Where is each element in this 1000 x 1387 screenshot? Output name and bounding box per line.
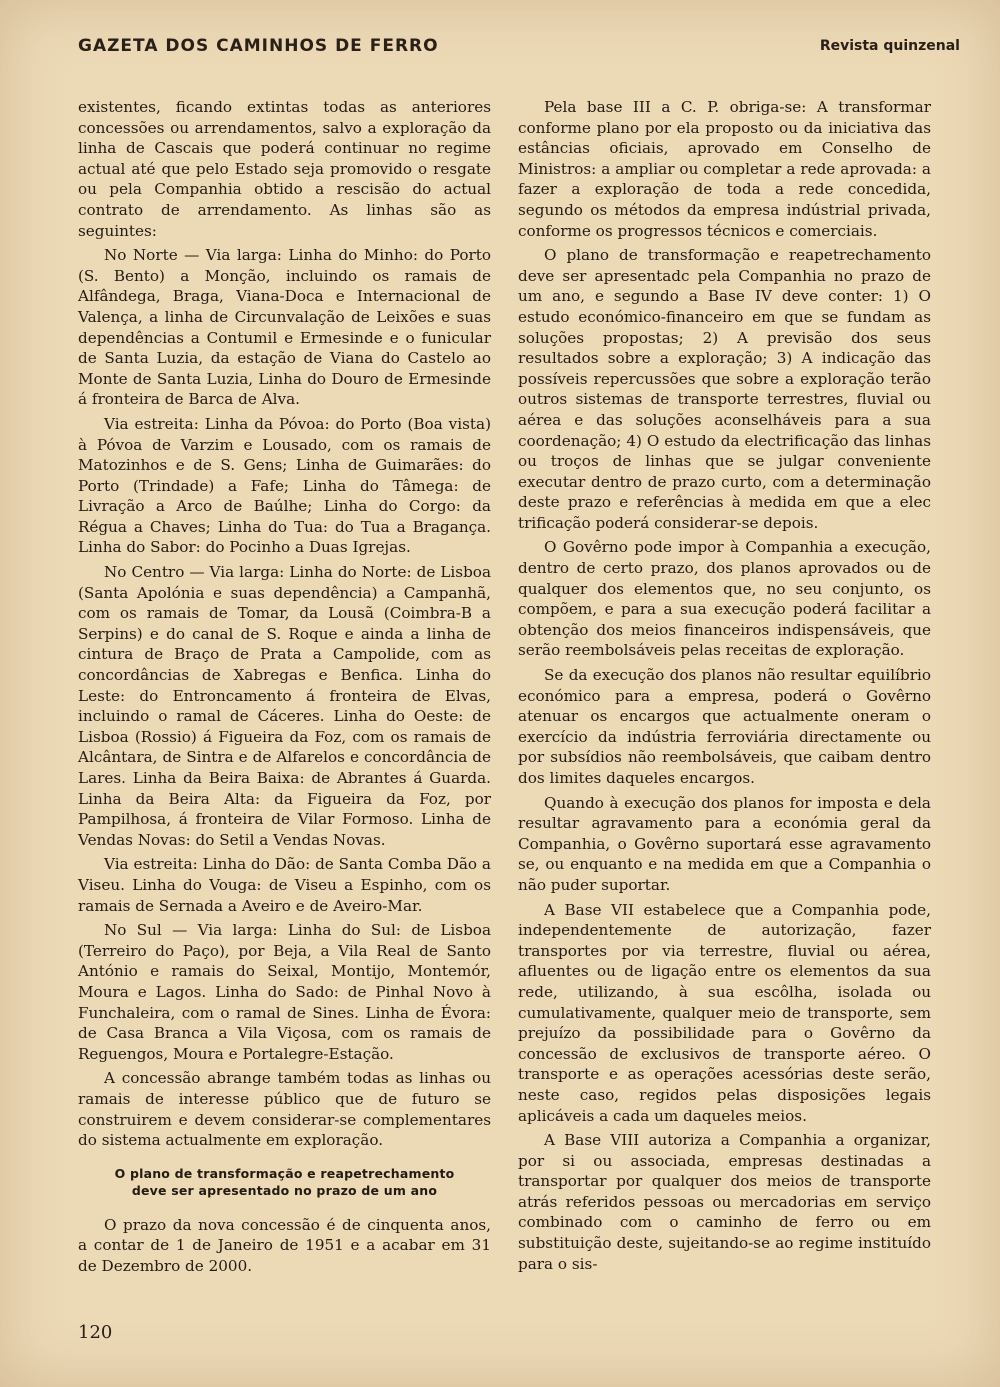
journal-subtitle: Revista quinzenal <box>819 38 960 54</box>
paragraph: O prazo da nova concessão é de cinquenta anos, a contar de 1 de Janeiro de 1951 e a acabar em 31 de Dezembro de 2000. <box>78 1215 491 1275</box>
paragraph: Quando à execução dos planos for imposta e dela resultar agravamento para a económia geral da Companhia, o Govêrno suportará esse agravamento se, ou enquanto e na medida em que a Companhia o não puder suportar. <box>518 793 931 894</box>
left-column <box>78 97 491 1280</box>
paragraph: No Sul — Via larga: Linha do Sul: de Lisboa (Terreiro do Paço), por Beja, a Vila Real de Santo António e ramais do Seixal, Montijo, Montemór, Moura e Lagos. Linha do Sado: de Pinhal Novo à Funchaleira, com o ramal de Sines. Linha de Évora: de Casa Branca a Vila Viçosa, com os ramais de Reguengos, Moura e Portalegre-Estação. <box>78 921 491 1063</box>
page-number: 120 <box>78 1322 113 1343</box>
journal-title: GAZETA DOS CAMINHOS DE FERRO <box>78 36 439 56</box>
right-column <box>518 97 931 1278</box>
section-heading-line: deve ser apresentado no prazo de um ano <box>131 1182 438 1198</box>
paragraph: No Centro — Via larga: Linha do Norte: de Lisboa (Santa Apolónia e suas dependência) a Campanhã, com os ramais de Tomar, da Lousã (Coimbra-B a Serpins) e do canal de S. Roque e ainda a linha de cintura de Braço de Prata a Campolide, com as concordâncias de Xabregas e Benfica. Linha do Leste: do Entroncamento á fronteira de Elvas, incluindo o ramal de Cáceres. Linha do Oeste: de Lisboa (Rossio) á Figueira da Foz, com os ramais de Alcântara, de Sintra e de Alfarelos e concordância de Lares. Linha da Beira Baixa: de Abrantes á Guarda. Linha da Beira Alta: da Figueira da Foz, por Pampilhosa, á fronteira de Vilar Formoso. Linha de Vendas Novas: do Setil a Vendas Novas. <box>78 563 491 849</box>
paragraph: A Base VII estabelece que a Companhia pode, independentemente de autorização, fazer transportes por via terrestre, fluvial ou aérea, afluentes ou de ligação entre os elementos da sua rede, utilizando, à sua escôlha, isolada ou cumulativamente, qualquer meio de transporte, sem prejuízo da possibilidade para o Govêrno da concessão de exclusivos de transporte aéreo. O transporte e as operações acessórias deste serão, neste caso, regidos pelas disposições legais aplicáveis a cada um daqueles meios. <box>518 900 931 1125</box>
paragraph: A concessão abrange também todas as linhas ou ramais de interesse público que de futuro se construirem e devem considerar-se complementares do sistema actualmente em exploração. <box>78 1069 491 1150</box>
paragraph: Via estreita: Linha da Póvoa: do Porto (Boa vista) à Póvoa de Varzim e Lousado, com os ramais de Matozinhos e de S. Gens; Linha de Guimarães: do Porto (Trindade) a Fafe; Linha do Tâmega: de Livração a Arco de Baúlhe; Linha do Corgo: da Régua a Chaves; Linha do Tua: do Tua a Bragança. Linha do Sabor: do Pocinho a Duas Igrejas. <box>78 414 491 557</box>
paragraph: existentes, ficando extintas todas as anteriores concessões ou arrendamentos, salvo a exploração da linha de Cascais que poderá continuar no regime actual até que pelo Estado seja promovido o resgate ou pela Companhia obtido a rescisão do actual contrato de arrendamento. As linhas são as seguintes: <box>78 98 491 240</box>
paragraph: Pela base III a C. P. obriga-se: A transformar conforme plano por ela proposto ou da iniciativa das estâncias oficiais, aprovado em Conselho de Ministros: a ampliar ou completar a rede aprovada: a fazer a exploração de toda a rede concedida, segundo os métodos da empresa indústrial privada, conforme os progressos técnicos e comerciais. <box>518 98 931 240</box>
page-header <box>78 36 960 66</box>
paragraph: A Base VIII autoriza a Companhia a organizar, por si ou associada, empresas destinadas a transportar por qualquer dos meios de transporte atrás referidos pessoas ou mercadorias em serviço combinado com o caminho de ferro ou em substituição deste, sujeitando-se ao regime instituído para o sis- <box>518 1131 931 1273</box>
paragraph: No Norte — Via larga: Linha do Minho: do Porto (S. Bento) a Monção, incluindo os ramais de Alfândega, Braga, Viana-Doca e Internacional de Valença, a linha de Circunvalação de Leixões e suas dependências a Contumil e Ermesinde e o funicular de Santa Luzia, da estação de Viana do Castelo ao Monte de Santa Luzia, Linha do Douro de Ermesinde á fronteira de Barca de Alva. <box>78 246 491 409</box>
section-heading <box>78 1165 491 1199</box>
paragraph: O Govêrno pode impor à Companhia a execução, dentro de certo prazo, dos planos aprovados ou de qualquer dos elementos que, no seu conjunto, os compõem, e para a sua execução poderá facilitar a obtenção dos meios financeiros indispensáveis, que serão reembolsáveis pelas receitas de exploração. <box>518 538 931 660</box>
paragraph: Via estreita: Linha do Dão: de Santa Comba Dão a Viseu. Linha do Vouga: de Viseu a Espinho, com os ramais de Sernada a Aveiro e de Aveiro-Mar. <box>78 855 491 915</box>
paragraph: O plano de transformação e reapetrechamento deve ser apresentadc pela Companhia no prazo de um ano, e segundo a Base IV deve conter: 1) O estudo económico-financeiro em que se fundam as soluções propostas; 2) A previsão dos seus resultados sobre a exploração; 3) A indicação das possíveis repercussões que sobre a exploração terão outros sistemas de transporte terrestres, fluvial ou aérea e das soluções aconselháveis para a sua coordenação; 4) O estudo da electrificação das linhas ou troços de linhas que se julgar conveniente executar dentro de prazo curto, com a determinação deste prazo e referências à medida em que a elec trificação poderá considerar-se depois. <box>518 246 931 532</box>
paragraph: Se da execução dos planos não resultar equilíbrio económico para a empresa, poderá o Govêrno atenuar os encargos que actualmente oneram o exercício da indústria ferroviária directamente ou por subsídios não reembolsáveis, que caibam dentro dos limites daqueles encargos. <box>518 666 931 787</box>
section-heading-line: O plano de transformação e reapetrechamento <box>114 1165 455 1181</box>
